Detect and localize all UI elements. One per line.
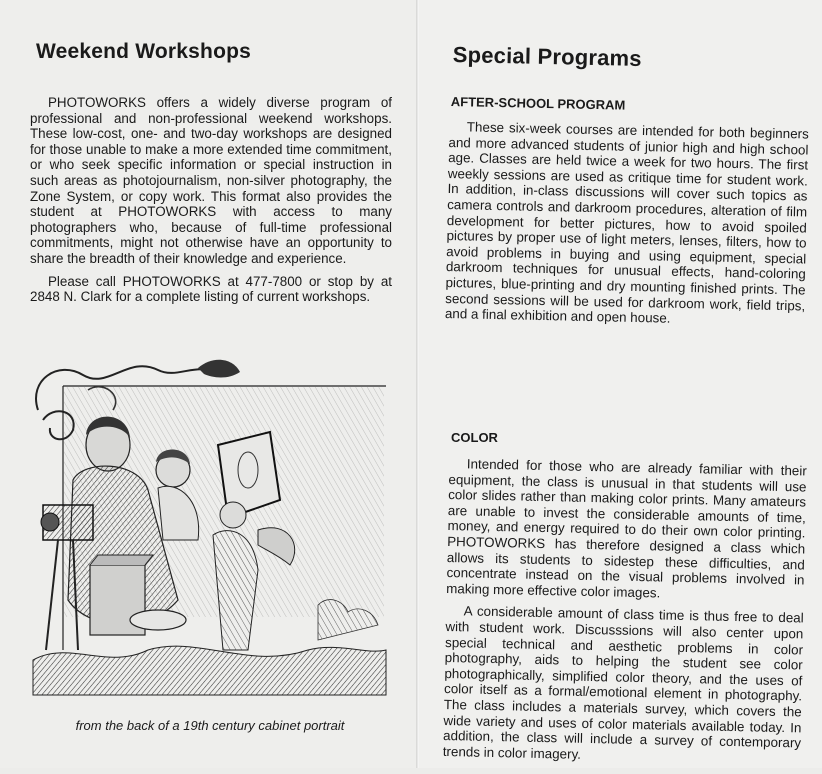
weekend-workshops-body (30, 95, 392, 312)
cabinet-portrait-engraving-icon (28, 350, 388, 700)
figure-caption: from the back of a 19th century cabinet portrait (75, 718, 345, 733)
special-programs-heading: Special Programs (452, 42, 643, 71)
color-heading: COLOR (451, 430, 498, 445)
right-page (419, 0, 822, 768)
workshops-paragraph-2: Please call PHOTOWORKS at 477-7800 or stop by at 2848 N. Clark for a complete listing of current workshops. (30, 273, 392, 305)
after-school-body (445, 119, 809, 336)
after-school-paragraph: These six-week courses are intended for both beginners and more advanced students of junior high and high school age. Classes are held twice a week for two hours. The first weekly sessions are used as critique time for student work. In addition, in-class discussions will cover such topics as camera controls and darkroom procedures, alteration of film development for better pictures, how to avoid spoiled pictures by proper use of light meters, lenses, filters, how to avoid problems in buying and using equipment, special darkroom techniques for unusual effects, hand-coloring pictures, blue-printing and dry mounting finished prints. The second sessions will be used for darkroom work, field trips, and a final exhibition and open house. (444, 119, 809, 326)
workshops-paragraph-1: PHOTOWORKS offers a widely diverse program of professional and non-professional weekend workshops. These low-cost, one- and two-day workshops are designed for those unable to make a more extended time commitment, or who seek specific information or special instruction in such areas as photojournalism, non-silver photography, the Zone System, or copy work. This format also provides the student at PHOTOWORKS with access to many photographers who, because of full-time professional commitments, might not otherwise have an opportunity to share the breadth of their knowledge and experience. (30, 95, 392, 266)
color-paragraph-1: Intended for those who are already familiar with their equipment, the class is unusual in that students will use color slides rather than making color prints. Many amateurs are unable to invest the considerable amounts of time, money, and energy required to do their own color printing. PHOTOWORKS has therefore designed a class which allows its students to sidestep these difficulties, and concentrate instead on the visual problems involved in making more effective color images. (446, 456, 807, 601)
color-paragraph-2: A considerable amount of class time is thus free to deal with student work. Discusssions will also center upon special technical and aesthetic problems in color photography, aids to helping the student see color photographically, simplified color theory, and the uses of color itself as a formal/emotional element in photography. The class includes a materials survey, which covers the wide variety and uses of color materials available today. In addition, the class will include a survey of contemporary trends in color imagery. (442, 603, 804, 762)
weekend-workshops-heading: Weekend Workshops (36, 40, 252, 63)
after-school-heading: AFTER-SCHOOL PROGRAM (450, 94, 626, 113)
color-body (443, 456, 807, 774)
engraving-icon (28, 350, 388, 700)
